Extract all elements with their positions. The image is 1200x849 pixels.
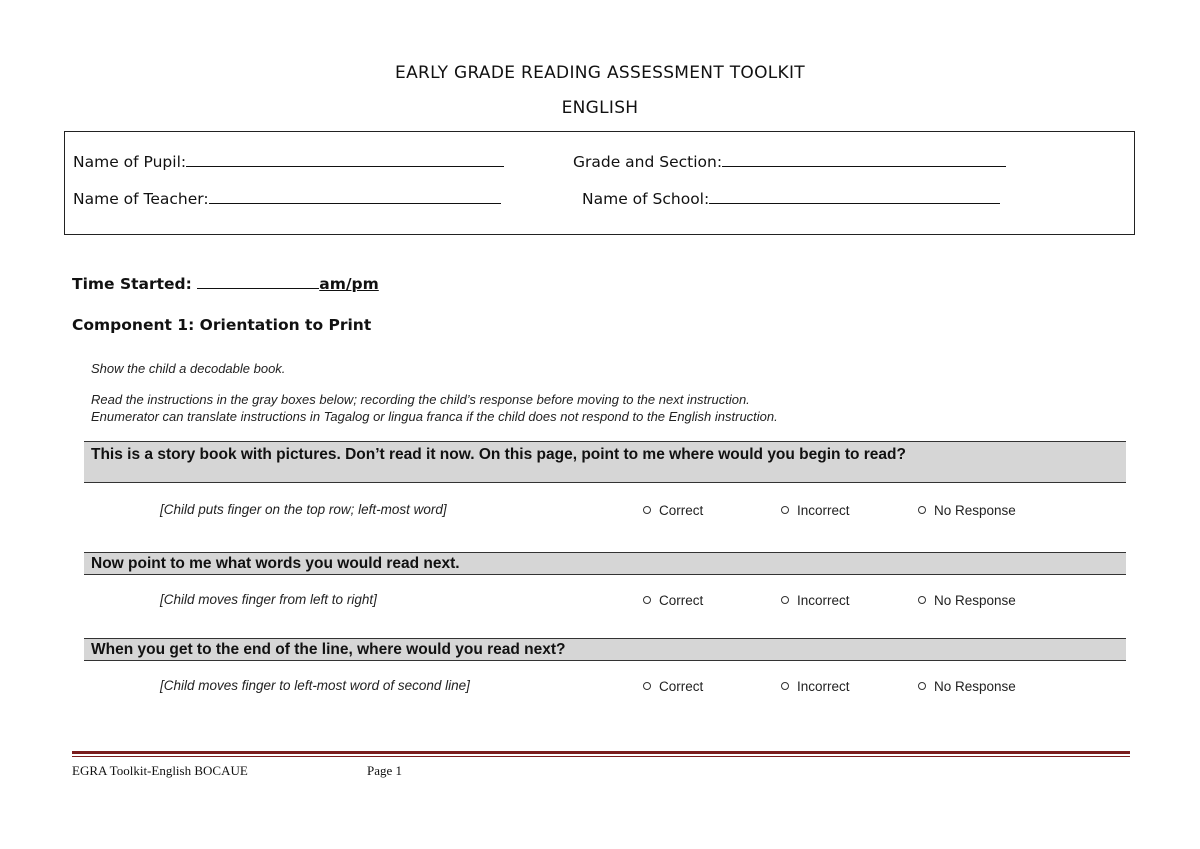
document-title: EARLY GRADE READING ASSESSMENT TOOLKIT bbox=[395, 63, 805, 83]
option-incorrect-2[interactable]: Incorrect bbox=[781, 592, 850, 608]
expected-response-3: [Child moves finger to left-most word of second line] bbox=[160, 678, 470, 693]
option-no-response-2[interactable]: No Response bbox=[918, 592, 1016, 608]
expected-response-2: [Child moves finger from left to right] bbox=[160, 592, 377, 607]
pupil-field[interactable] bbox=[73, 152, 504, 171]
radio-icon[interactable] bbox=[781, 506, 789, 514]
question-bar-1 bbox=[84, 441, 1126, 483]
radio-icon[interactable] bbox=[781, 596, 789, 604]
document-subtitle: ENGLISH bbox=[561, 98, 639, 118]
grade-field[interactable] bbox=[573, 152, 1006, 171]
school-field[interactable] bbox=[582, 189, 1000, 208]
radio-icon[interactable] bbox=[918, 682, 926, 690]
time-started bbox=[72, 272, 379, 293]
question-prompt-1: This is a story book with pictures. Don’t read it now. On this page, point to me where would you begin to read? bbox=[91, 446, 906, 463]
teacher-label: Name of Teacher: bbox=[73, 190, 209, 208]
time-label: Time Started: bbox=[72, 275, 192, 293]
teacher-blank[interactable] bbox=[209, 189, 501, 204]
school-label: Name of School: bbox=[582, 190, 710, 208]
question-prompt-3: When you get to the end of the line, where would you read next? bbox=[91, 641, 566, 658]
question-bar-3 bbox=[84, 638, 1126, 661]
radio-icon[interactable] bbox=[643, 682, 651, 690]
instruction-1: Show the child a decodable book. bbox=[91, 361, 286, 376]
question-prompt-2: Now point to me what words you would read next. bbox=[91, 555, 460, 572]
footer-page-number: Page 1 bbox=[367, 763, 403, 778]
teacher-field[interactable] bbox=[73, 189, 501, 208]
footer-rule-thin bbox=[72, 756, 1130, 757]
radio-icon[interactable] bbox=[918, 506, 926, 514]
option-incorrect-1[interactable]: Incorrect bbox=[781, 502, 850, 518]
pupil-blank[interactable] bbox=[186, 152, 504, 167]
instruction-2: Read the instructions in the gray boxes below; recording the child’s response before moving to the next instruction. bbox=[91, 392, 750, 407]
component-title: Component 1: Orientation to Print bbox=[72, 316, 372, 334]
radio-icon[interactable] bbox=[643, 596, 651, 604]
radio-icon[interactable] bbox=[781, 682, 789, 690]
time-suffix: am/pm bbox=[319, 275, 379, 293]
option-correct-3[interactable]: Correct bbox=[643, 678, 703, 694]
option-correct-2[interactable]: Correct bbox=[643, 592, 703, 608]
time-blank[interactable] bbox=[197, 272, 319, 289]
radio-icon[interactable] bbox=[918, 596, 926, 604]
grade-label: Grade and Section: bbox=[573, 153, 723, 171]
radio-icon[interactable] bbox=[643, 506, 651, 514]
pupil-info-box bbox=[64, 131, 1135, 235]
option-correct-1[interactable]: Correct bbox=[643, 502, 703, 518]
option-no-response-3[interactable]: No Response bbox=[918, 678, 1016, 694]
option-no-response-1[interactable]: No Response bbox=[918, 502, 1016, 518]
grade-blank[interactable] bbox=[722, 152, 1006, 167]
footer-doc-name: EGRA Toolkit-English BOCAUE bbox=[72, 763, 248, 778]
pupil-label: Name of Pupil: bbox=[73, 153, 187, 171]
footer-rule-thick bbox=[72, 751, 1130, 754]
question-bar-2 bbox=[84, 552, 1126, 575]
expected-response-1: [Child puts finger on the top row; left-most word] bbox=[160, 502, 447, 517]
school-blank[interactable] bbox=[709, 189, 1000, 204]
option-incorrect-3[interactable]: Incorrect bbox=[781, 678, 850, 694]
instruction-3: Enumerator can translate instructions in Tagalog or lingua franca if the child does not respond to the English instruction. bbox=[91, 409, 778, 424]
